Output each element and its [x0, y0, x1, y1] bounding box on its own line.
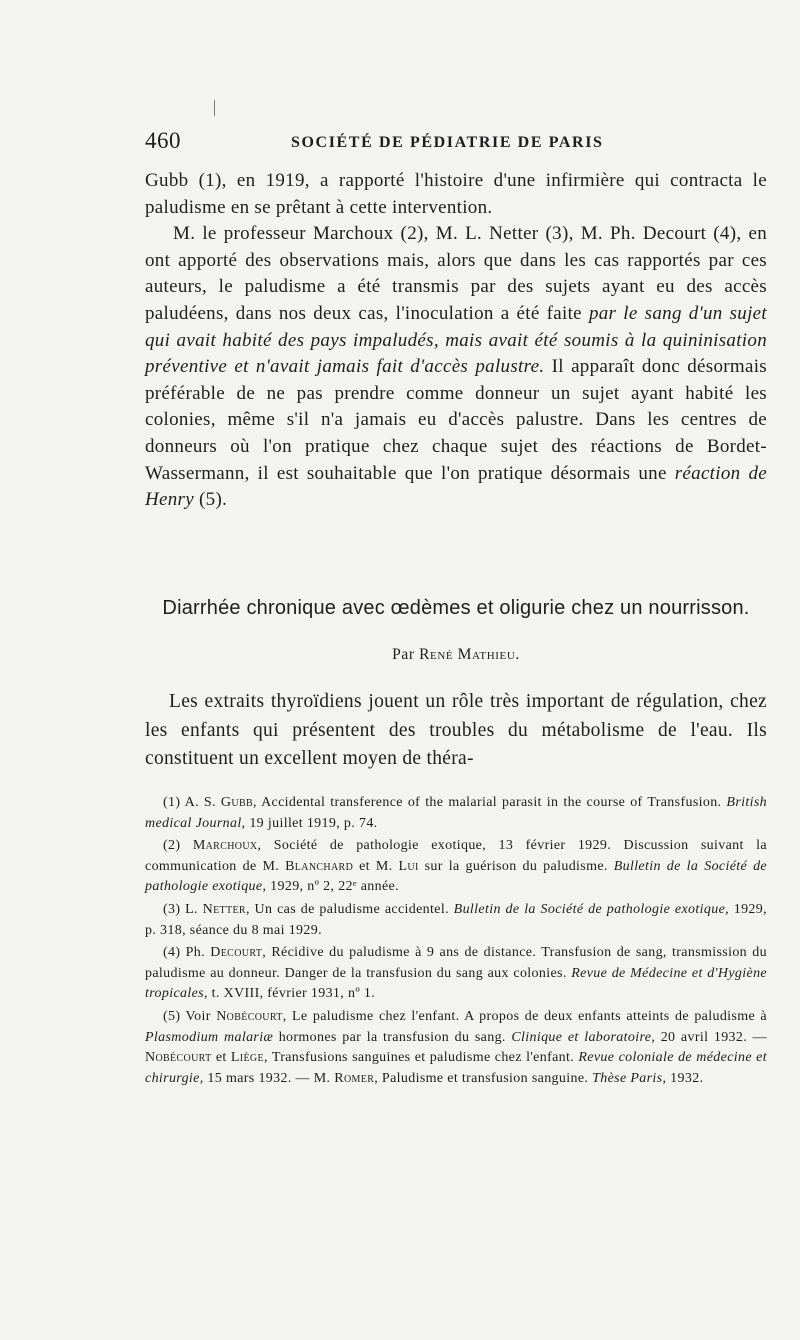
- body-text-upper: [145, 168, 767, 514]
- emphasis-blood-donor: par le sang d'un sujet qui avait habité des pays impaludés, mais avait été soumis à la quininisation préventive et n'avait jamais fait d'accès palustre.: [145, 302, 767, 378]
- footnote-2: (2) Marchoux, Société de pathologie exotique, 13 février 1929. Discussion suivant la communication de M. Blanchard et M. Lui sur la guérison du paludisme. Bulletin de la Société de pathologie exotique, 1929, nº 2, 22ᵉ année.: [145, 838, 767, 895]
- footnote-3: (3) L. Netter, Un cas de paludisme accidentel. Bulletin de la Société de pathologie exotique, 1929, p. 318, séance du 8 mai 1929.: [145, 901, 767, 938]
- running-title: SOCIÉTÉ DE PÉDIATRIE DE PARIS: [291, 134, 604, 151]
- body-text-lower: [145, 688, 767, 774]
- footnote-1: (1) A. S. Gubb, Accidental transference of the malarial parasit in the course of Transfusion. British medical Journal, 19 juillet 1919, p. 74.: [145, 795, 767, 831]
- article-byline: Par René Mathieu.: [392, 646, 520, 663]
- paragraph-thyroid: Les extraits thyroïdiens jouent un rôle très important de régulation, chez les enfants qui présentent des troubles du métabolisme de l'eau. Ils constituent un excellent moyen de théra-: [145, 691, 767, 769]
- footnote-5: (5) Voir Nobécourt, Le paludisme chez l'enfant. A propos de deux enfants atteints de paludisme à Plasmodium malariæ hormones par la transfusion du sang. Clinique et laboratoire, 20 avril 1932. — Nobécourt et Liège, Transfusions sanguines et paludisme chez l'enfant. Revue coloniale de médecine et chirurgie, 15 mars 1932. — M. Romer, Paludisme et transfusion sanguine. Thèse Paris, 1932.: [145, 1008, 767, 1086]
- footnotes: [145, 793, 767, 1091]
- page-number: 460: [145, 128, 181, 153]
- paragraph-gubb: Gubb (1), en 1919, a rapporté l'histoire d'une infirmière qui contracta le paludisme en se prêtant à cette intervention.: [145, 170, 767, 218]
- emphasis-henry-reaction: réaction de Henry: [145, 462, 767, 511]
- paragraph-observations: M. le professeur Marchoux (2), M. L. Netter (3), M. Ph. Decourt (4), en ont apporté des observations mais, alors que dans les cas rapportés par ces auteurs, le paludisme a été transmis par des sujets ayant eu des accès paludéens, dans nos deux cas, l'inoculation a été faite par le sang d'un sujet qui avait habité des pays impaludés, mais avait été soumis à la quininisation préventive et n'avait jamais fait d'accès palustre. Il apparaît donc désormais préférable de ne pas prendre comme donneur un sujet ayant habité les colonies, même s'il n'a jamais eu d'accès palustre. Dans les centres de donneurs où l'on pratique chez chaque sujet des réactions de Bordet-Wassermann, il est souhaitable que l'on pratique désormais une réaction de Henry (5).: [145, 223, 767, 511]
- article-title: Diarrhée chronique avec œdèmes et oligurie chez un nourrisson.: [162, 597, 750, 619]
- author-name: René Mathieu: [419, 646, 516, 663]
- margin-mark: [214, 100, 215, 116]
- page-header: [145, 128, 767, 158]
- footnote-4: (4) Ph. Decourt, Récidive du paludisme à 9 ans de distance. Transfusion de sang, transmission du paludisme au donneur. Danger de la transfusion du sang aux colonies. Revue de Médecine et d'Hygiène tropicales, t. XVIII, février 1931, nº 1.: [145, 945, 767, 1002]
